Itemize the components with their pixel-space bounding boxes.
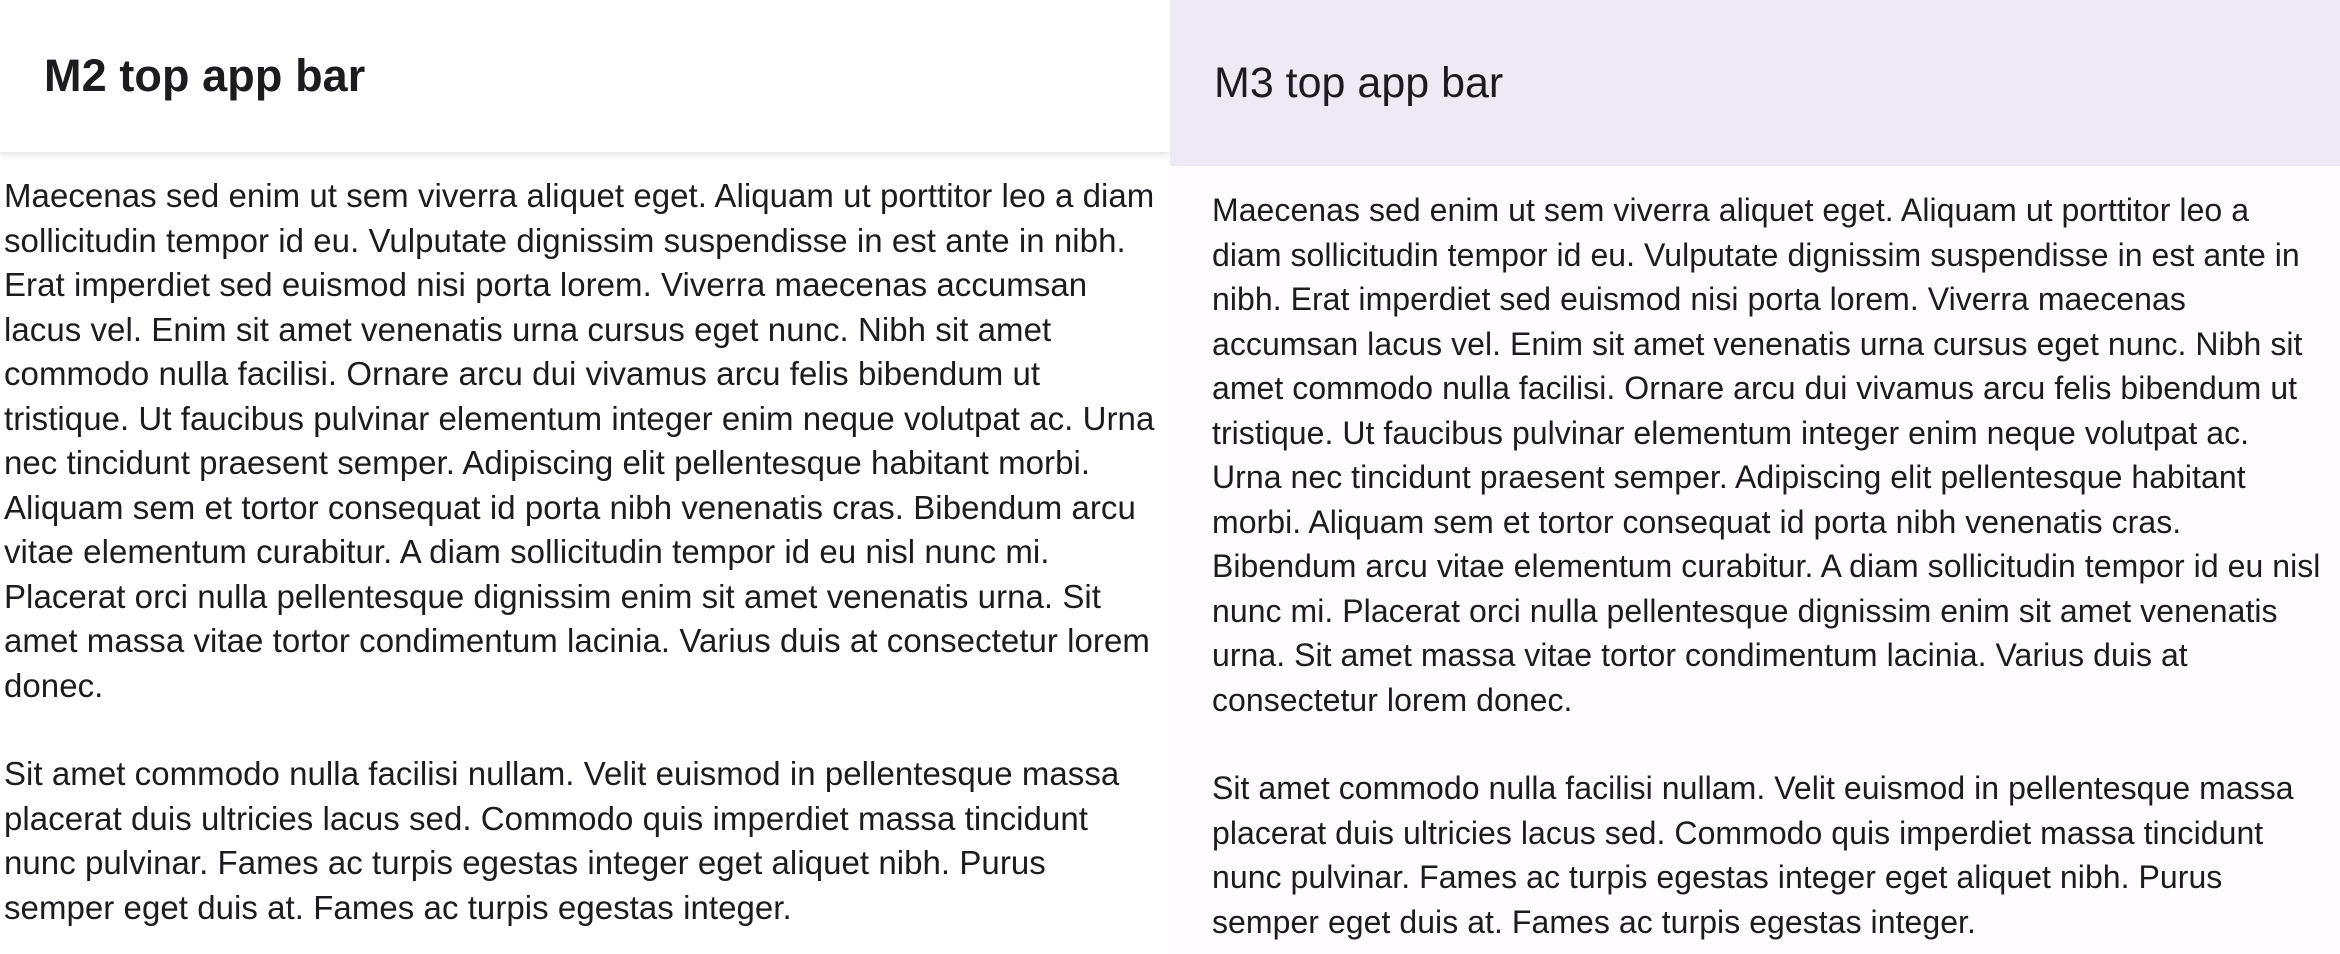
m2-content-area — [0, 152, 1170, 954]
m2-app-bar-title: M2 top app bar — [44, 50, 366, 101]
m3-top-app-bar — [1170, 0, 2340, 166]
m2-body-paragraph: Sit amet commodo nulla facilisi nullam. Velit euismod in pellentesque massa placerat duis ultricies lacus sed. Commodo quis imperdiet massa tincidunt nunc pulvinar. Fames ac turpis egestas integer eget aliquet nibh. Purus semper eget duis at. Fames ac turpis egestas integer. — [4, 755, 1120, 926]
m3-body-paragraph: Maecenas sed enim ut sem viverra aliquet eget. Aliquam ut porttitor leo a diam sollicitudin tempor id eu. Vulputate dignissim suspendisse in est ante in nibh. Erat imperdiet sed euismod nisi porta lorem. Viverra maecenas accumsan lacus vel. Enim sit amet venenatis urna cursus eget nunc. Nibh sit amet commodo nulla facilisi. Ornare arcu dui vivamus arcu felis bibendum ut tristique. Ut faucibus pulvinar elementum integer enim neque volutpat ac. Urna nec tincidunt praesent semper. Adipiscing elit pellentesque habitant morbi. Aliquam sem et tortor consequat id porta nibh venenatis cras. Bibendum arcu vitae elementum curabitur. A diam sollicitudin tempor id eu nisl nunc mi. Placerat orci nulla pellentesque dignissim enim sit amet venenatis urna. Sit amet massa vitae tortor condimentum lacinia. Varius duis at consectetur lorem donec. — [1212, 192, 2321, 718]
m2-top-app-bar — [0, 0, 1170, 152]
m3-body-paragraph: Sit amet commodo nulla facilisi nullam. Velit euismod in pellentesque massa placerat duis ultricies lacus sed. Commodo quis imperdiet massa tincidunt nunc pulvinar. Fames ac turpis egestas integer eget aliquet nibh. Purus semper eget duis at. Fames ac turpis egestas integer. — [1212, 770, 2294, 940]
m3-panel — [1170, 0, 2340, 954]
m3-content-area — [1170, 166, 2340, 954]
m3-app-bar-title: M3 top app bar — [1214, 59, 1504, 107]
m2-body-paragraph: Maecenas sed enim ut sem viverra aliquet eget. Aliquam ut porttitor leo a diam sollicitudin tempor id eu. Vulputate dignissim suspendisse in est ante in nibh. Erat imperdiet sed euismod nisi porta lorem. Viverra maecenas accumsan lacus vel. Enim sit amet venenatis urna cursus eget nunc. Nibh sit amet commodo nulla facilisi. Ornare arcu dui vivamus arcu felis bibendum ut tristique. Ut faucibus pulvinar elementum integer enim neque volutpat ac. Urna nec tincidunt praesent semper. Adipiscing elit pellentesque habitant morbi. Aliquam sem et tortor consequat id porta nibh venenatis cras. Bibendum arcu vitae elementum curabitur. A diam sollicitudin tempor id eu nisl nunc mi. Placerat orci nulla pellentesque dignissim enim sit amet venenatis urna. Sit amet massa vitae tortor condimentum lacinia. Varius duis at consectetur lorem donec. — [4, 177, 1155, 704]
